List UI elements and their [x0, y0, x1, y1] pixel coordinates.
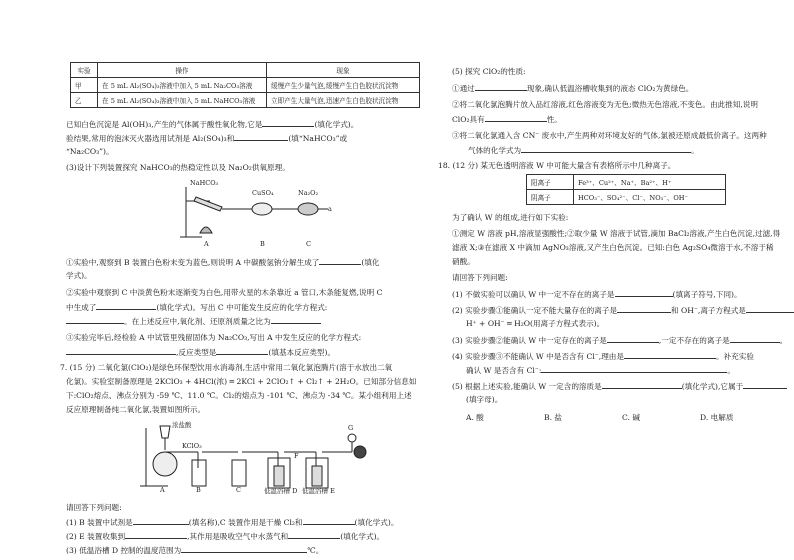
- text-line: [466, 364, 735, 376]
- label-kclo3: KClO₃: [182, 442, 202, 450]
- text-segment: (填化学式)。: [340, 532, 385, 541]
- text-segment: (3) 低温浴槽 D 控制的温度范围为: [66, 546, 182, 555]
- text-line: ②将二氧化氯泡腾片放入品红溶液,红色溶液变为无色;微热无色溶液,不变色。由此推知,说明: [452, 100, 758, 109]
- label-A: A: [160, 486, 165, 494]
- label-C: C: [306, 240, 311, 248]
- text-segment: ,反应类型是: [176, 348, 217, 357]
- text-line: 硝酸。: [452, 257, 475, 266]
- answer-blank[interactable]: [475, 82, 527, 91]
- text-line: [66, 315, 321, 327]
- text-segment: (1) 不做实验可以确认 W 中一定不存在的离子是: [452, 290, 615, 299]
- table-row: [527, 190, 726, 205]
- label-B: B: [260, 240, 265, 248]
- text-line: 化氯)。实验室制备原理是 2KClO₃ + 4HCl(浓) ═ 2KCl + 2ClO₂↑ + Cl₂↑ + 2H₂O。已知部分信息如: [66, 377, 417, 386]
- text-line: (5) 探究 ClO₂的性质:: [452, 67, 526, 76]
- text-segment: ClO₂具有: [452, 115, 485, 124]
- text-segment: 已知白色沉淀是 Al(OH)₃,产生的气体属于酸性氧化物,它是: [66, 120, 263, 129]
- text-segment: ,其作用是吸收空气中水蒸气和: [187, 532, 289, 541]
- text-segment: (填化: [361, 258, 380, 267]
- text-line: [66, 256, 380, 268]
- text-segment: 验结果,常用的泡沫灭火器选用试剂是 Al₂(SO₄)₃和: [66, 134, 235, 143]
- table-cell: HCO₃⁻、SO₄²⁻、Cl⁻、NO₃⁻、OH⁻: [574, 190, 726, 205]
- answer-blank[interactable]: [541, 364, 727, 373]
- answer-blank[interactable]: [216, 346, 268, 355]
- text-segment: (填化学式)。: [314, 120, 359, 129]
- text-segment: (3) 实验步骤②能确认 W 中一定存在的离子是: [452, 336, 607, 345]
- text-segment: ,一定不存在的离子是: [658, 336, 730, 345]
- text-segment: (5) 根据上述实验,能确认 W 一定含的溶质是: [452, 382, 602, 391]
- text-line: [452, 288, 742, 300]
- text-line: [66, 301, 327, 313]
- table-header-cell: 实验: [71, 63, 98, 78]
- apparatus-drawing-1: [176, 177, 336, 249]
- table-cell: 阴离子: [527, 190, 574, 205]
- text-segment: 。: [691, 146, 699, 155]
- answer-blank[interactable]: [234, 132, 288, 141]
- label-conc-hcl: 浓盐酸: [172, 421, 192, 429]
- ion-table: [526, 174, 726, 205]
- text-segment: (填“NaHCO₃”或: [288, 134, 348, 143]
- text-segment: (2) 实验步骤①能确认一定不能大量存在的离子是: [452, 306, 618, 315]
- apparatus-figure-1: [176, 177, 336, 249]
- text-line: [468, 144, 699, 156]
- text-line: [452, 334, 787, 346]
- text-line: 学式)。: [66, 271, 92, 280]
- table-cell: 甲: [71, 78, 98, 93]
- text-line: [452, 380, 787, 392]
- label-a: a: [328, 205, 332, 213]
- text-line: “Na₂CO₃”)。: [66, 147, 114, 156]
- text-line: [66, 346, 335, 358]
- text-segment: 气体的化学式为: [468, 146, 522, 155]
- text-line: (填字母)。: [466, 395, 503, 404]
- table-header-cell: 操作: [98, 63, 267, 78]
- answer-blank[interactable]: [288, 530, 340, 539]
- text-segment: 。在上述反应中,氧化剂、还原剂质量之比为: [124, 317, 271, 326]
- text-segment: 。: [779, 336, 788, 345]
- label-E: 低温浴槽 E: [302, 487, 335, 495]
- table-cell: 乙: [71, 93, 98, 108]
- table-cell: 在 5 mL Al₂(SO₄)₃溶液中加入 5 mL Na₂CO₃溶液: [98, 78, 267, 93]
- option-b[interactable]: B. 盐: [544, 413, 563, 422]
- table-header-cell: 现象: [267, 63, 420, 78]
- label-D: 低温浴槽 D: [264, 487, 298, 495]
- answer-blank[interactable]: [617, 304, 671, 313]
- text-segment: (4) 实验步骤③不能确认 W 中是否含有 Cl⁻,理由是: [452, 352, 624, 361]
- answer-blank[interactable]: [746, 304, 794, 313]
- text-segment: 性。: [546, 115, 562, 124]
- table-header-row: [71, 63, 420, 78]
- text-segment: (填化学式)。写出 C 中可能发生反应的化学方程式:: [156, 303, 328, 312]
- table-cell: Fe³⁺、Cu²⁺、Na⁺、Ba²⁺、H⁺: [574, 175, 726, 190]
- answer-blank[interactable]: [271, 315, 321, 324]
- table-cell: 阳离子: [527, 175, 574, 190]
- label-B: B: [196, 486, 201, 494]
- text-line: 7. (15 分) 二氧化氯(ClO₂)是绿色环保型饮用水消毒剂,生活中常用二氧化氯泡腾片(溶于水放出二氧: [60, 363, 393, 372]
- text-segment: ℃。: [307, 546, 324, 555]
- option-d[interactable]: D. 电解质: [700, 413, 734, 422]
- label-na2o2: Na₂O₂: [298, 189, 319, 197]
- text-line: [66, 530, 384, 542]
- label-nahco3: NaHCO₃: [190, 179, 219, 187]
- table-row: [527, 175, 726, 190]
- answer-blank[interactable]: [615, 288, 673, 297]
- answer-blank[interactable]: [133, 516, 189, 525]
- text-segment: (填基本反应类型)。: [268, 348, 336, 357]
- text-segment: (2) E 装置收集到: [66, 532, 126, 541]
- text-segment: (填化学式),它属于: [681, 382, 744, 391]
- answer-blank[interactable]: [624, 350, 716, 359]
- answer-blank[interactable]: [730, 334, 780, 343]
- label-G: G: [348, 424, 354, 432]
- answer-blank[interactable]: [303, 516, 355, 525]
- answer-blank[interactable]: [66, 346, 176, 355]
- label-A: A: [204, 240, 209, 248]
- text-segment: 现象,确认低温浴槽收集到的液态 ClO₂为黄绿色。: [526, 84, 694, 93]
- text-line: [66, 132, 347, 144]
- text-line: [452, 304, 794, 316]
- text-segment: (填名称),C 装置作用是干燥 Cl₂和: [188, 518, 303, 527]
- text-line: H⁺ + OH⁻ ═ H₂O(用离子方程式表示)。: [466, 319, 605, 328]
- text-line: 为了确认 W 的组成,进行如下实验:: [452, 213, 569, 222]
- label-cuso4: CuSO₄: [252, 189, 274, 197]
- label-F: F: [294, 452, 299, 460]
- answer-blank[interactable]: [607, 334, 659, 343]
- text-line: [452, 82, 693, 94]
- text-line: (3)设计下列装置探究 NaHCO₃的热稳定性以及 Na₂O₂供氧原理。: [66, 163, 290, 172]
- label-C: C: [236, 486, 241, 494]
- text-line: ③将二氧化氯通入含 CN⁻ 废水中,产生两种对环境友好的气体,氯被还原成最低价离子。这两种: [452, 131, 767, 140]
- table-cell: 缓慢产生少量气泡,缓慢产生白色胶状沉淀物: [267, 78, 420, 93]
- text-line: 下:ClO₂熔点、沸点分别为 -59 ℃、11.0 ℃。Cl₂的熔点为 -101 ℃、沸点为 -34 ℃。某小组利用上述: [66, 391, 412, 400]
- text-line: 请回答下列问题:: [66, 503, 122, 512]
- text-line: 滤液 X;③在滤液 X 中滴加 AgNO₃溶液,又产生白色沉淀。已知:白色 Ag₂SO₄微溶于水,不溶于稀: [452, 243, 774, 252]
- answer-blank[interactable]: [521, 144, 691, 153]
- answer-blank[interactable]: [485, 113, 547, 122]
- text-segment: (填离子符号,下同)。: [672, 290, 742, 299]
- text-line: 18. (12 分) 某无色透明溶液 W 中可能大量含有表格所示中几种离子。: [438, 161, 676, 170]
- experiment-table: [70, 62, 420, 108]
- text-line: ③实验完毕后,经检验 A 中试管里残留固体为 Na₂CO₃,写出 A 中发生反应的化学方程式:: [66, 333, 362, 342]
- table-cell: 立即产生大量气泡,迅速产生白色胶状沉淀物: [267, 93, 420, 108]
- answer-blank[interactable]: [602, 380, 682, 389]
- text-segment: 和 OH⁻,离子方程式是: [671, 306, 746, 315]
- answer-blank[interactable]: [262, 118, 314, 127]
- text-line: [452, 350, 754, 362]
- text-line: [66, 516, 398, 528]
- apparatus-drawing-2: [138, 420, 378, 496]
- text-segment: ①实验中,观察到 B 装置白色粉末变为蓝色,则说明 A 中碳酸氢钠分解生成了: [66, 258, 320, 267]
- table-row: [71, 93, 420, 108]
- text-segment: 中生成了: [66, 303, 97, 312]
- text-segment: (1) B 装置中试剂是: [66, 518, 133, 527]
- answer-blank[interactable]: [319, 256, 361, 265]
- answer-blank[interactable]: [125, 530, 187, 539]
- text-segment: (填化学式)。: [354, 518, 399, 527]
- text-line: 请回答下列问题:: [452, 273, 508, 282]
- option-a[interactable]: A. 酸: [466, 413, 484, 422]
- answer-blank[interactable]: [96, 301, 156, 310]
- table-cell: 在 5 mL Al₂(SO₄)₃溶液中加入 5 mL NaHCO₃溶液: [98, 93, 267, 108]
- answer-blank[interactable]: [66, 315, 124, 324]
- text-line: [452, 113, 562, 125]
- table-row: [71, 78, 420, 93]
- text-segment: ①通过: [452, 84, 475, 93]
- text-line: [66, 544, 323, 556]
- text-segment: 。补充实验: [715, 352, 754, 361]
- text-line: ①测定 W 溶液 pH,溶液显强酸性;②取少量 W 溶液于试管,滴加 BaCl₂溶液,产生白色沉淀,过滤,得: [452, 229, 781, 238]
- text-segment: 确认 W 是否含有 Cl⁻:: [466, 366, 542, 375]
- answer-blank[interactable]: [181, 544, 307, 553]
- text-line: 反应原理制备纯二氧化氯,装置如图所示。: [66, 405, 206, 414]
- text-line: [66, 118, 358, 130]
- text-line: ②实验中观察到 C 中淡黄色粉末逐渐变为白色,用带火星的木条靠近 a 管口,木条能复燃,说明 C: [66, 288, 383, 297]
- option-c[interactable]: C. 碱: [622, 413, 640, 422]
- apparatus-figure-2: [138, 420, 378, 496]
- answer-blank[interactable]: [743, 380, 787, 389]
- text-segment: 。: [727, 366, 736, 375]
